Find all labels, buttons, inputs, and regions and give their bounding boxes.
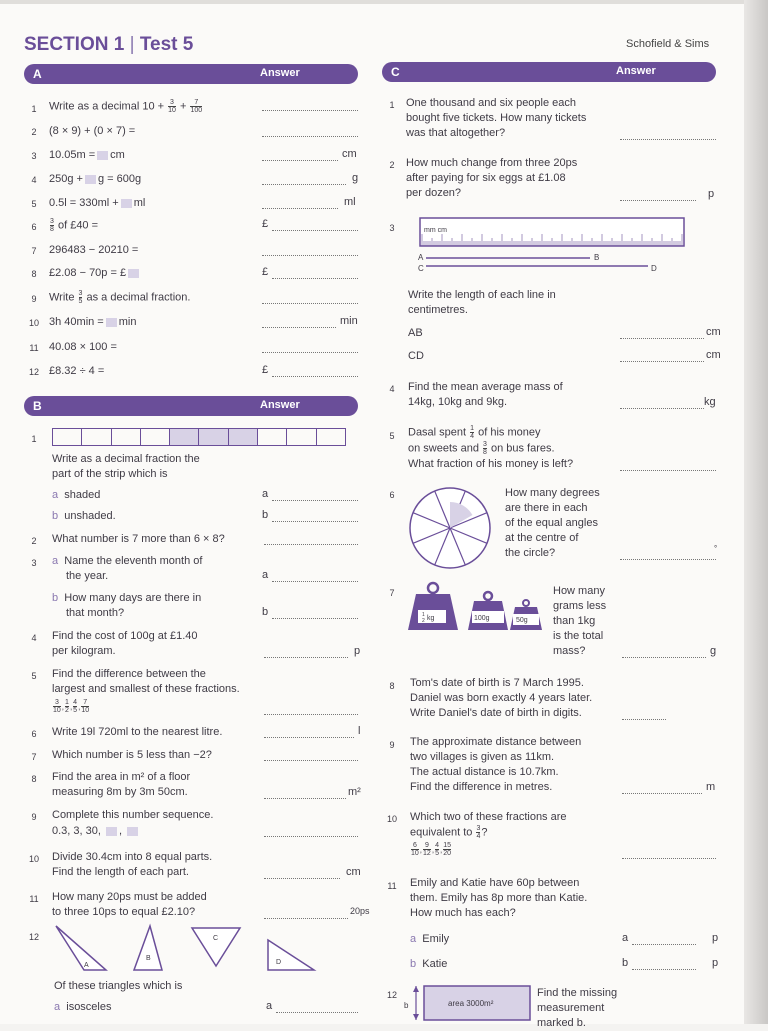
answer-line-b1b[interactable] (272, 521, 358, 522)
section-b-bar (24, 396, 358, 416)
fraction: $\frac{4}{5}$ (435, 842, 439, 857)
answer-line-b5[interactable] (264, 714, 358, 715)
fraction: $\frac{1}{2}$ (65, 699, 69, 714)
question-a7: 296483 − 20210 = (49, 244, 139, 256)
answer-line-a7[interactable] (262, 255, 358, 256)
answer-line-a5[interactable] (262, 208, 338, 209)
point-b-label: B (594, 253, 600, 262)
answer-line-c3ab[interactable] (620, 338, 704, 339)
publisher-name: Schofield & Sims (626, 38, 710, 50)
strip-segment (317, 429, 345, 445)
question-a8: £2.08 − 70p = £ (49, 266, 141, 281)
section-a-letter: A (33, 67, 42, 81)
answer-line-c10[interactable] (622, 858, 716, 859)
rectangle-area-diagram (402, 982, 532, 1024)
question-a11: 40.08 × 100 = (49, 341, 117, 353)
answer-line-b8[interactable] (264, 798, 346, 799)
answer-line-c11b[interactable] (632, 969, 696, 970)
answer-line-b6[interactable] (264, 737, 354, 738)
answer-line-a3[interactable] (262, 160, 338, 161)
triangle-b-label: B (146, 955, 151, 962)
triangle-c (192, 928, 240, 966)
answer-line-a6[interactable] (272, 230, 358, 231)
question-a1: Write as a decimal 10 + $\frac{3}{10}$ + $\frac{7}{100}$ (49, 99, 203, 114)
missing-side-label: b (404, 1001, 409, 1010)
top-edge (0, 0, 768, 4)
section-b-letter: B (33, 399, 42, 413)
blank-box (106, 318, 117, 327)
point-d-label: D (651, 264, 657, 273)
answer-line-c8[interactable] (622, 719, 666, 720)
answer-line-c7[interactable] (622, 657, 706, 658)
weight-50g-label: 50g (516, 617, 528, 624)
answer-line-b3b[interactable] (272, 618, 358, 619)
answer-line-a12[interactable] (272, 376, 358, 377)
strip-segment (112, 429, 141, 445)
answer-line-b9[interactable] (264, 836, 358, 837)
answer-line-a2[interactable] (262, 136, 358, 137)
strip-segment (170, 429, 199, 445)
question-a12: £8.32 ÷ 4 = (49, 365, 105, 377)
strip-segment (53, 429, 82, 445)
question-a2: (8 × 9) + (0 × 7) = (49, 125, 136, 137)
blank-box (97, 151, 108, 160)
section-c-letter: C (391, 65, 400, 79)
strip-segment (229, 429, 258, 445)
weight-half-kg-num: 1 (422, 612, 425, 618)
section-a-answer-label: Answer (260, 67, 300, 79)
fraction-list-b5: $\frac{3}{10}$ , $\frac{1}{2}$ , $\frac{4}{5}$ , $\frac{7}{10}$ (53, 699, 90, 714)
answer-line-b10[interactable] (264, 878, 340, 879)
fraction: $\frac{4}{5}$ (73, 699, 78, 714)
weights-diagram (408, 580, 554, 632)
triangle-d (268, 940, 314, 970)
answer-line-b3a[interactable] (272, 581, 358, 582)
triangle-a (56, 926, 106, 970)
question-a10: 3h 40min = min (49, 316, 137, 328)
blank-box (128, 269, 139, 278)
answer-line-a4[interactable] (262, 184, 346, 185)
answer-line-b7[interactable] (264, 760, 358, 761)
strip-segment (82, 429, 111, 445)
answer-line-c9[interactable] (622, 793, 702, 794)
fraction-list-c10: $\frac{6}{10}$ , $\frac{9}{12}$ , $\frac{4}{5}$ , $\frac{15}{20}$ (411, 842, 451, 857)
answer-line-c4[interactable] (620, 408, 704, 409)
question-b2: What number is 7 more than 6 × 8? (52, 533, 225, 545)
strip-segment (287, 429, 316, 445)
triangle-d-label: D (276, 959, 282, 966)
answer-line-b4[interactable] (264, 657, 348, 658)
question-a5: 0.5l = 330ml + ml (49, 197, 146, 209)
blank-box (106, 827, 117, 836)
book-spine (744, 0, 768, 1024)
blank-box (121, 199, 132, 208)
answer-line-c6[interactable] (620, 559, 716, 560)
answer-line-b12a[interactable] (276, 1012, 358, 1013)
section-c-bar (382, 62, 716, 82)
answer-line-c5[interactable] (620, 470, 716, 471)
question-number: 1 (31, 104, 37, 114)
ruler-diagram (418, 214, 688, 278)
answer-line-c11a[interactable] (632, 944, 696, 945)
answer-line-b11[interactable] (264, 918, 348, 919)
blank-box (85, 175, 96, 184)
answer-line-a1[interactable] (262, 110, 358, 111)
strip-segment (141, 429, 170, 445)
section-label: SECTION 1 (24, 34, 125, 55)
fraction: $\frac{6}{10}$ (411, 842, 419, 857)
answer-line-c2[interactable] (620, 200, 696, 201)
answer-line-a9[interactable] (262, 303, 358, 304)
answer-line-a8[interactable] (272, 278, 358, 279)
weight-100g-label: 100g (474, 615, 490, 622)
fraction: $\frac{7}{10}$ (81, 699, 90, 714)
point-c-label: C (418, 264, 424, 273)
fraction-strip (52, 428, 346, 446)
test-label: Test 5 (139, 34, 194, 55)
fraction: $\frac{9}{12}$ (423, 842, 431, 857)
blank-box (127, 827, 138, 836)
question-a9: Write $\frac{3}{5}$ as a decimal fraction. (49, 290, 191, 305)
triangle-a-label: A (84, 962, 89, 969)
circle-diagram (406, 484, 494, 572)
point-a-label: A (418, 253, 424, 262)
strip-segment (258, 429, 287, 445)
section-b-answer-label: Answer (260, 399, 300, 411)
triangles-diagram (50, 922, 320, 976)
question-a4: 250g + g = 600g (49, 173, 142, 185)
ruler-label: mm cm (424, 227, 447, 234)
answer-line-c1[interactable] (620, 139, 716, 140)
section-c-answer-label: Answer (616, 65, 656, 77)
section-a-bar (24, 64, 358, 84)
question-a6: $\frac{3}{8}$ of £40 = (50, 218, 99, 233)
answer-line-a10[interactable] (262, 327, 336, 328)
weight-half-kg-unit: kg (427, 615, 435, 622)
page-title: SECTION 1 | Test 5 (24, 34, 194, 55)
fraction: $\frac{15}{20}$ (443, 842, 451, 857)
answer-line-b2[interactable] (264, 544, 358, 545)
answer-line-b1a[interactable] (272, 500, 358, 501)
area-label: area 3000m² (448, 999, 494, 1008)
triangle-c-label: C (213, 935, 219, 942)
triangle-b (134, 926, 162, 970)
fraction: $\frac{3}{10}$ (53, 699, 61, 714)
answer-line-c3cd[interactable] (620, 361, 704, 362)
strip-segment (199, 429, 228, 445)
question-a3: 10.05m = cm (49, 149, 125, 161)
answer-line-a11[interactable] (262, 352, 358, 353)
weight-half-kg-den: 2 (422, 618, 425, 624)
